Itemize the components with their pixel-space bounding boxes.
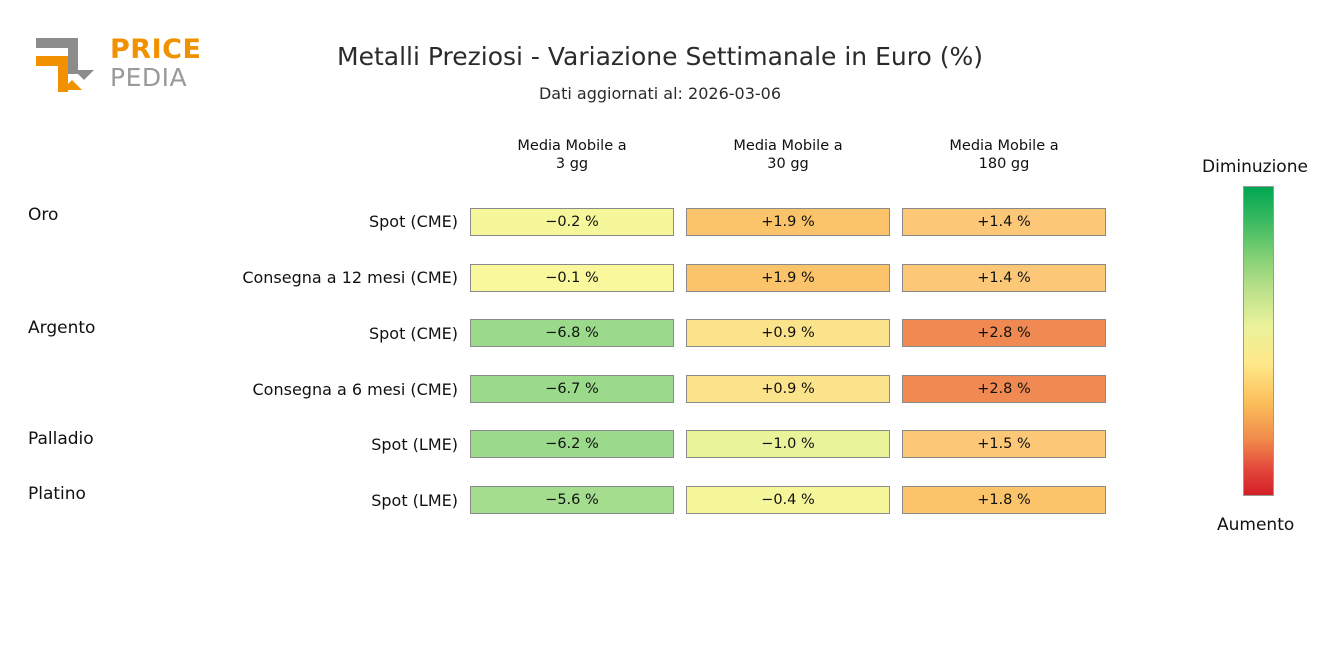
heatmap-cell: +1.5 % [902, 430, 1106, 458]
heatmap-cell: −1.0 % [686, 430, 890, 458]
heatmap-cell: +1.9 % [686, 264, 890, 292]
heatmap-cell: −6.2 % [470, 430, 674, 458]
column-header-180gg: Media Mobile a 180 gg [949, 138, 1059, 173]
heatmap-cell: −0.1 % [470, 264, 674, 292]
heatmap-cell: +0.9 % [686, 375, 890, 403]
row-label: Spot (CME) [368, 324, 458, 343]
heatmap-cell: +1.4 % [902, 264, 1106, 292]
heatmap-cell: −0.4 % [686, 486, 890, 514]
heatmap-cell: −0.2 % [470, 208, 674, 236]
logo-pedia-text: PEDIA [110, 63, 188, 92]
heatmap-cell: +0.9 % [686, 319, 890, 347]
heatmap-cell: +2.8 % [902, 319, 1106, 347]
heatmap-cell: −5.6 % [470, 486, 674, 514]
heatmap-cell: −6.8 % [470, 319, 674, 347]
heatmap-cell: +1.8 % [902, 486, 1106, 514]
legend-color-bar [1243, 186, 1274, 496]
row-label-wrap [110, 268, 458, 290]
group-label-oro: Oro [28, 205, 59, 225]
row-label: Consegna a 12 mesi (CME) [242, 268, 458, 287]
row-label-wrap [110, 380, 458, 402]
row-label-wrap [110, 435, 458, 457]
row-label: Spot (LME) [371, 435, 458, 454]
row-label-wrap [110, 212, 458, 234]
heatmap-cell: +1.9 % [686, 208, 890, 236]
row-label-wrap [110, 491, 458, 513]
heatmap-cell: +2.8 % [902, 375, 1106, 403]
logo-price-text: PRICE [110, 34, 202, 65]
column-header-3gg: Media Mobile a 3 gg [517, 138, 627, 173]
chart-title: Metalli Preziosi - Variazione Settimanale in Euro (%) [337, 42, 983, 71]
heatmap-cell: +1.4 % [902, 208, 1106, 236]
row-label: Spot (CME) [368, 212, 458, 231]
group-label-palladio: Palladio [28, 429, 94, 449]
row-label-wrap [110, 324, 458, 346]
chart-subtitle: Dati aggiornati al: 2026-03-06 [538, 84, 782, 103]
column-header-30gg: Media Mobile a 30 gg [733, 138, 843, 173]
legend-top-label: Diminuzione [1202, 157, 1308, 177]
row-label: Consegna a 6 mesi (CME) [252, 380, 458, 399]
heatmap-cell: −6.7 % [470, 375, 674, 403]
row-label: Spot (LME) [371, 491, 458, 510]
group-label-platino: Platino [28, 484, 86, 504]
legend-bottom-label: Aumento [1217, 515, 1295, 535]
group-label-argento: Argento [28, 318, 96, 338]
